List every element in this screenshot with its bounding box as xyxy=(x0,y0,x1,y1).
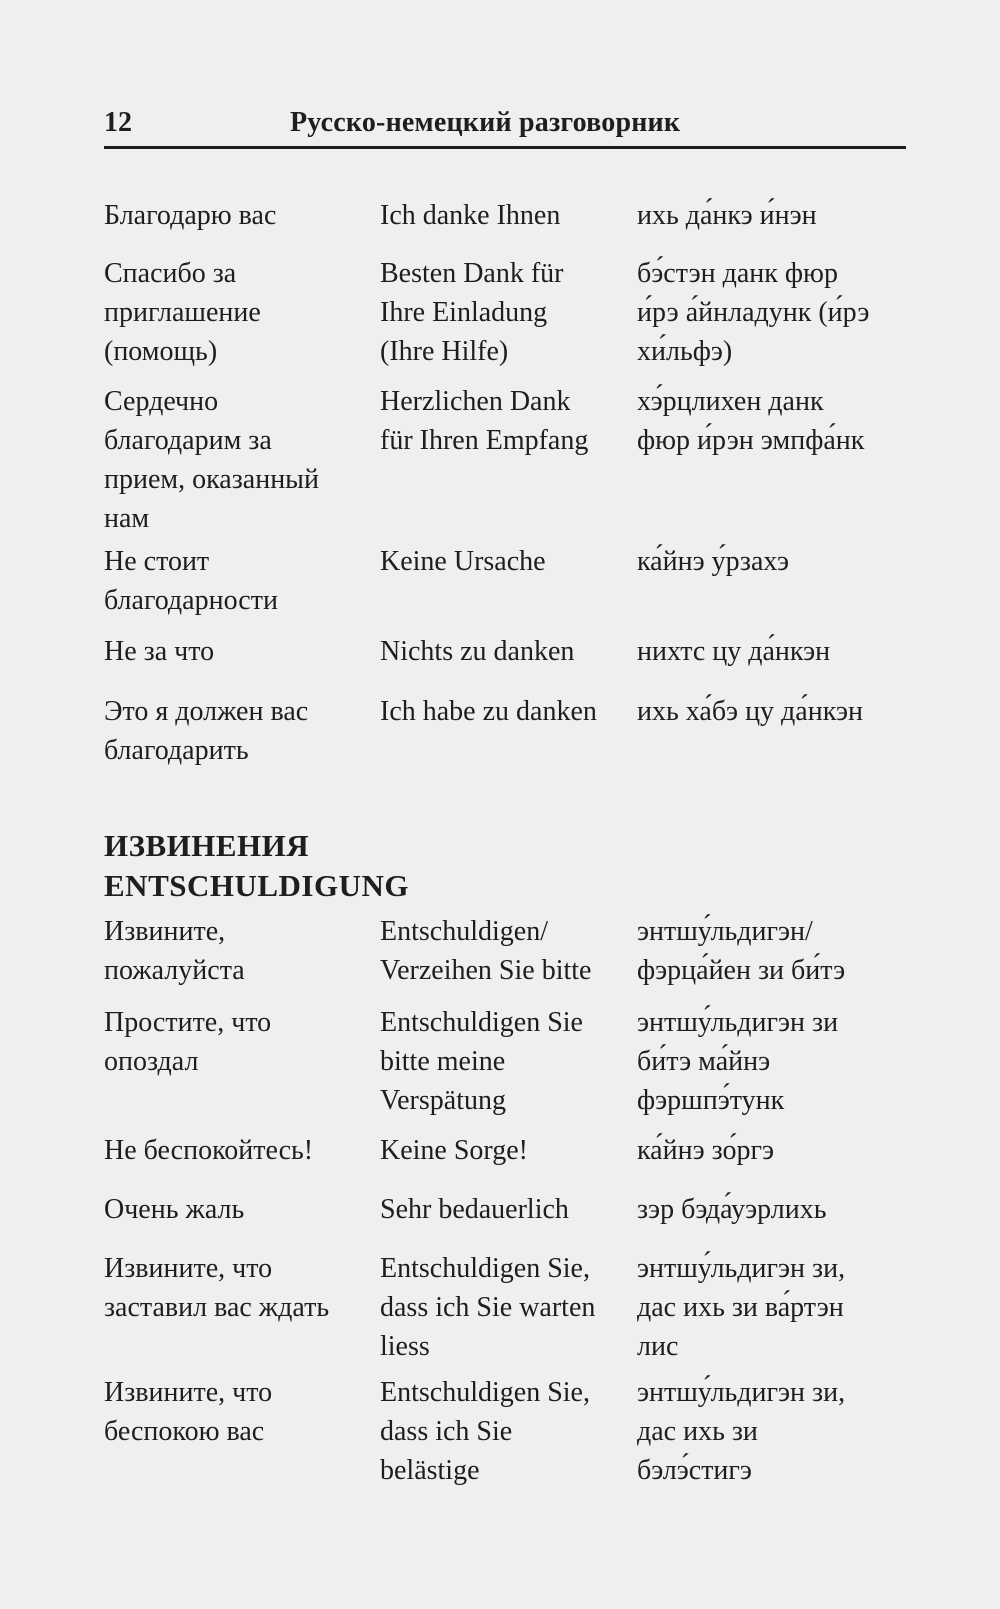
german-phrase: Besten Dank für Ihre Einladung (Ihre Hilfe) xyxy=(380,258,564,367)
russian-phrase: Не стоит благодарности xyxy=(104,546,278,616)
german-phrase: Sehr bedauerlich xyxy=(380,1194,569,1225)
german-phrase: Entschuldigen Sie bitte meine Verspätung xyxy=(380,1007,583,1116)
transcription: энтшу́льдигэн зи, дас ихь зи ва́ртэн лис xyxy=(637,1253,846,1362)
section-heading xyxy=(104,826,409,906)
transcription: бэ́стэн данк фюр и́рэ а́йнладунк (и́рэ хи́льфэ) xyxy=(637,258,870,367)
transcription: энтшу́льдигэн зи би́тэ ма́йнэ фэршпэ́тунк xyxy=(637,1007,839,1116)
transcription: зэр бэда́уэрлихь xyxy=(637,1194,827,1225)
german-phrase: Entschuldigen/ Verzeihen Sie bitte xyxy=(380,916,592,986)
page-number: 12 xyxy=(104,107,132,138)
section-heading-russian: ИЗВИНЕНИЯ xyxy=(104,828,310,863)
russian-phrase: Извините, пожалуйста xyxy=(104,916,245,986)
german-phrase: Entschuldigen Sie, dass ich Sie belästige xyxy=(380,1377,590,1486)
transcription: ка́йнэ у́рзахэ xyxy=(637,546,790,577)
russian-phrase: Простите, что опоздал xyxy=(104,1007,272,1077)
transcription: ка́йнэ зо́ргэ xyxy=(637,1135,774,1166)
german-phrase: Ich habe zu danken xyxy=(380,696,597,727)
russian-phrase: Благодарю вас xyxy=(104,200,277,231)
header-rule xyxy=(104,146,906,149)
transcription: ихь да́нкэ и́нэн xyxy=(637,200,817,231)
russian-phrase: Очень жаль xyxy=(104,1194,245,1225)
russian-phrase: Спасибо за приглашение (помощь) xyxy=(104,258,261,367)
german-phrase: Entschuldigen Sie, dass ich Sie warten liess xyxy=(380,1253,596,1362)
german-phrase: Ich danke Ihnen xyxy=(380,200,561,231)
german-phrase: Keine Ursache xyxy=(380,546,546,577)
section-heading-german: ENTSCHULDIGUNG xyxy=(104,868,409,903)
transcription: нихтс цу да́нкэн xyxy=(637,636,831,667)
transcription: энтшу́льдигэн/ фэрца́йен зи би́тэ xyxy=(637,916,846,986)
russian-phrase: Извините, что заставил вас ждать xyxy=(104,1253,330,1323)
transcription: энтшу́льдигэн зи, дас ихь зи бэлэ́стигэ xyxy=(637,1377,846,1486)
transcription: ихь ха́бэ цу да́нкэн xyxy=(637,696,863,727)
russian-phrase: Сердечно благодарим за прием, оказанный нам xyxy=(104,386,319,534)
russian-phrase: Не за что xyxy=(104,636,215,667)
german-phrase: Keine Sorge! xyxy=(380,1135,528,1166)
transcription: хэ́рцлихен данк фюр и́рэн эмпфа́нк xyxy=(637,386,865,456)
page-header xyxy=(104,102,904,146)
german-phrase: Herzlichen Dank für Ihren Empfang xyxy=(380,386,589,456)
russian-phrase: Не беспокойтесь! xyxy=(104,1135,314,1166)
russian-phrase: Это я должен вас благодарить xyxy=(104,696,309,766)
russian-phrase: Извините, что беспокою вас xyxy=(104,1377,273,1447)
german-phrase: Nichts zu danken xyxy=(380,636,575,667)
running-title: Русско-немецкий разговорник xyxy=(290,107,681,138)
